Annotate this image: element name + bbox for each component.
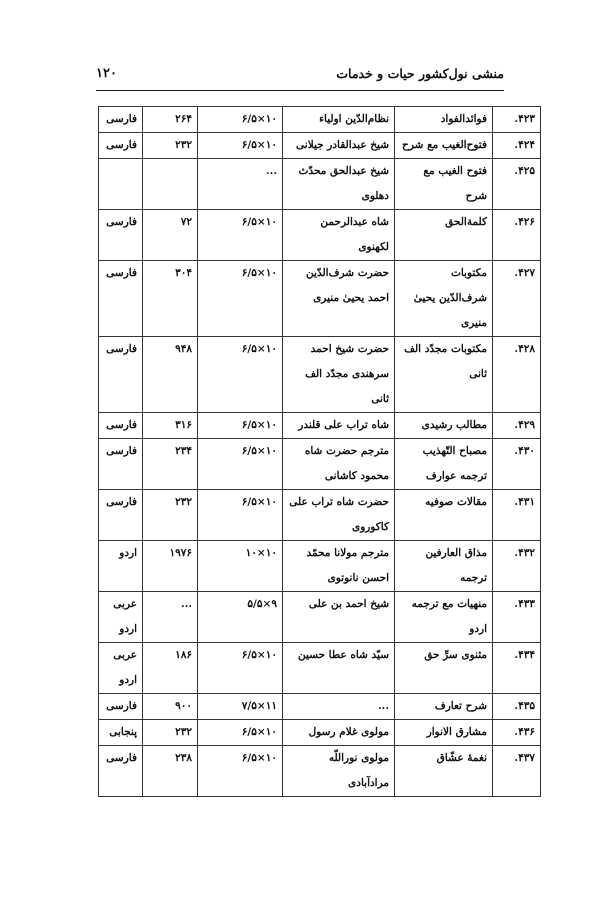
table-row (99, 643, 541, 694)
entry-number: ۴۳۲. (493, 541, 541, 592)
book-title: مقالات صوفیه (395, 490, 493, 541)
book-size: ۱۰×۶/۵ (198, 643, 283, 694)
table-row (99, 541, 541, 592)
table-row (99, 720, 541, 746)
book-title: منهیات مع ترجمه اردو (395, 592, 493, 643)
book-size: ۹×۵/۵ (198, 592, 283, 643)
page-count: ۳۱۶ (143, 413, 198, 439)
book-author: مترجم مولانا محمّد احسن نانوتوی (283, 541, 395, 592)
book-language: فارسی (99, 133, 143, 159)
entry-number: ۴۳۱. (493, 490, 541, 541)
book-language: عربی اردو (99, 592, 143, 643)
table-row (99, 159, 541, 210)
book-title: فتوح الغیب مع شرح (395, 159, 493, 210)
entry-number: ۴۲۹. (493, 413, 541, 439)
book-author: حضرت شرف‌الدّین احمد یحییٰ منیری (283, 261, 395, 337)
book-size: ... (198, 159, 283, 210)
book-author: مولوی نوراللّه مرادآبادی (283, 746, 395, 797)
book-title: مذاق العارفین ترجمه (395, 541, 493, 592)
page-count: ۲۳۸ (143, 746, 198, 797)
entry-number: ۴۲۵. (493, 159, 541, 210)
book-author: شاه تراب علی قلندر (283, 413, 395, 439)
page-count: ۹۰۰ (143, 694, 198, 720)
book-author: مولوی غلام رسول (283, 720, 395, 746)
book-author: ... (283, 694, 395, 720)
entry-number: ۴۲۳. (493, 107, 541, 133)
book-author: شیخ احمد بن علی (283, 592, 395, 643)
book-size: ۱۱×۷/۵ (198, 694, 283, 720)
page-count (143, 159, 198, 210)
page-count: ۱۸۶ (143, 643, 198, 694)
book-language: اردو (99, 541, 143, 592)
book-size: ۱۰×۱۰ (198, 541, 283, 592)
entry-number: ۴۳۷. (493, 746, 541, 797)
book-title: مکتوبات شرف‌الدّین یحییٰ منیری (395, 261, 493, 337)
page-number: ۱۲۰ (96, 66, 117, 81)
book-language: فارسی (99, 490, 143, 541)
table-row (99, 210, 541, 261)
book-language: فارسی (99, 413, 143, 439)
running-title: منشی نول‌کشور حیات و خدمات (336, 66, 504, 81)
book-size: ۱۰×۶/۵ (198, 261, 283, 337)
table-row (99, 439, 541, 490)
entry-number: ۴۲۸. (493, 337, 541, 413)
book-size: ۱۰×۶/۵ (198, 107, 283, 133)
book-size: ۱۰×۶/۵ (198, 720, 283, 746)
book-size: ۱۰×۶/۵ (198, 413, 283, 439)
book-title: شرح تعارف (395, 694, 493, 720)
table-row (99, 337, 541, 413)
table-row (99, 746, 541, 797)
book-size: ۱۰×۶/۵ (198, 337, 283, 413)
table-row (99, 413, 541, 439)
book-author: حضرت شاه تراب علی کاکوروی (283, 490, 395, 541)
page-header (96, 64, 504, 86)
book-language: فارسی (99, 337, 143, 413)
table-row (99, 261, 541, 337)
page-count: ۱۹۷۶ (143, 541, 198, 592)
book-language: فارسی (99, 261, 143, 337)
book-title: فوائدالفواد (395, 107, 493, 133)
page-count: ۲۳۲ (143, 133, 198, 159)
page-count: ۲۶۴ (143, 107, 198, 133)
book-language: عربی اردو (99, 643, 143, 694)
book-language: فارسی (99, 439, 143, 490)
entry-number: ۴۲۷. (493, 261, 541, 337)
book-title: کلمة‌الحق (395, 210, 493, 261)
book-title: نغمهٔ عشّاق (395, 746, 493, 797)
entry-number: ۴۲۶. (493, 210, 541, 261)
book-size: ۱۰×۶/۵ (198, 439, 283, 490)
book-author: حضرت شیخ احمد سرهندی مجدّد الف ثانی (283, 337, 395, 413)
book-author: شیخ عبدالقادر جیلانی (283, 133, 395, 159)
entry-number: ۴۳۳. (493, 592, 541, 643)
book-author: شاه عبدالرحمن لکهنوی (283, 210, 395, 261)
page-count: ۲۳۲ (143, 490, 198, 541)
page-count: ۲۳۴ (143, 439, 198, 490)
book-list-table (98, 106, 541, 797)
book-author: سیّد شاه عطا حسین (283, 643, 395, 694)
book-author: مترجم حضرت شاه محمود کاشانی (283, 439, 395, 490)
book-size: ۱۰×۶/۵ (198, 133, 283, 159)
book-size: ۱۰×۶/۵ (198, 490, 283, 541)
book-title: مثنوی سرِّ حق (395, 643, 493, 694)
entry-number: ۴۳۰. (493, 439, 541, 490)
page-count: ۹۴۸ (143, 337, 198, 413)
entry-number: ۴۳۶. (493, 720, 541, 746)
table-row (99, 107, 541, 133)
page-count: ۳۰۴ (143, 261, 198, 337)
page-count: ۷۲ (143, 210, 198, 261)
book-size: ۱۰×۶/۵ (198, 210, 283, 261)
entry-number: ۴۳۵. (493, 694, 541, 720)
book-size: ۱۰×۶/۵ (198, 746, 283, 797)
book-language: پنجابی (99, 720, 143, 746)
entry-number: ۴۳۴. (493, 643, 541, 694)
book-language (99, 159, 143, 210)
book-title: مشارق الانوار (395, 720, 493, 746)
book-language: فارسی (99, 107, 143, 133)
book-title: مکتوبات مجدّد الف ثانی (395, 337, 493, 413)
table-row (99, 694, 541, 720)
book-language: فارسی (99, 210, 143, 261)
book-title: مصباح التّهذیب ترجمه عوارف (395, 439, 493, 490)
entry-number: ۴۲۴. (493, 133, 541, 159)
book-author: شیخ عبدالحق محدّث دهلوی (283, 159, 395, 210)
book-language: فارسی (99, 746, 143, 797)
book-title: مطالب رشیدی (395, 413, 493, 439)
table-row (99, 133, 541, 159)
header-rule (96, 90, 504, 91)
book-title: فتوح‌الغیب مع شرح (395, 133, 493, 159)
page-count: ... (143, 592, 198, 643)
table-row (99, 490, 541, 541)
book-author: نظام‌الدّین اولیاء (283, 107, 395, 133)
page-count: ۲۳۲ (143, 720, 198, 746)
table-row (99, 592, 541, 643)
book-language: فارسی (99, 694, 143, 720)
